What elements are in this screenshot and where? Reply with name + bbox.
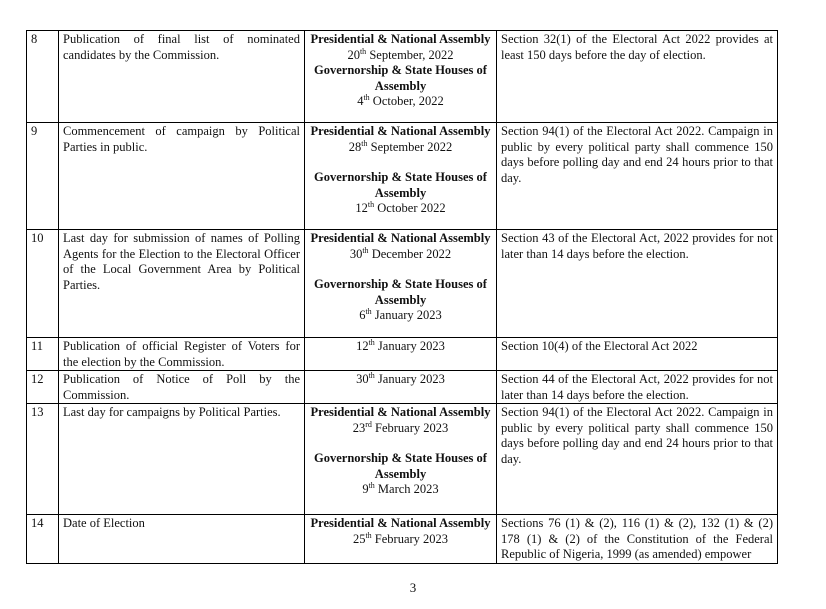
table-row (27, 515, 778, 564)
presidential-date: 28th September 2022 (348, 138, 453, 154)
row-number: 14 (27, 515, 59, 564)
page-number: 3 (409, 580, 417, 595)
governorship-date: 4th October, 2022 (357, 92, 444, 108)
governorship-label: Governorship & State Houses of Assembly (314, 451, 487, 481)
date-cell (305, 123, 497, 230)
table-row (27, 230, 778, 338)
single-date: 12th January 2023 (356, 337, 445, 353)
activity-cell: Last day for campaigns by Political Parties. (59, 404, 305, 515)
governorship-date: 6th January 2023 (359, 306, 442, 322)
provision-cell: Section 44 of the Electoral Act, 2022 provides for not later than 14 days before the election. (497, 371, 778, 404)
activity-cell: Publication of official Register of Voters for the election by the Commission. (59, 338, 305, 371)
presidential-date: 23rd February 2023 (352, 419, 449, 435)
row-number: 11 (27, 338, 59, 371)
provision-cell: Section 32(1) of the Electoral Act 2022 provides at least 150 days before the day of election. (497, 31, 778, 123)
date-cell (305, 404, 497, 515)
provision-cell: Sections 76 (1) & (2), 116 (1) & (2), 132 (1) & (2) 178 (1) & (2) of the Constitution of the Federal Republic of Nigeria, 1999 (as amended) empower (497, 515, 778, 564)
activity-cell: Publication of Notice of Poll by the Commission. (59, 371, 305, 404)
date-cell (305, 515, 497, 564)
row-number: 8 (27, 31, 59, 123)
table-row (27, 123, 778, 230)
activity-cell: Publication of final list of nominated candidates by the Commission. (59, 31, 305, 123)
presidential-date: 30th December 2022 (349, 245, 452, 261)
presidential-label: Presidential & National Assembly (310, 231, 491, 245)
table-row (27, 31, 778, 123)
provision-cell: Section 10(4) of the Electoral Act 2022 (497, 338, 778, 371)
provision-cell: Section 43 of the Electoral Act, 2022 provides for not later than 14 days before the election. (497, 230, 778, 338)
governorship-label: Governorship & State Houses of Assembly (314, 170, 487, 200)
date-cell (305, 371, 497, 404)
table-row (27, 371, 778, 404)
date-cell (305, 230, 497, 338)
activity-cell: Commencement of campaign by Political Parties in public. (59, 123, 305, 230)
row-number: 12 (27, 371, 59, 404)
presidential-date: 20th September, 2022 (347, 46, 454, 62)
governorship-date: 12th October 2022 (355, 199, 446, 215)
presidential-label: Presidential & National Assembly (310, 405, 491, 419)
date-cell (305, 338, 497, 371)
single-date: 30th January 2023 (356, 370, 445, 386)
row-number: 13 (27, 404, 59, 515)
presidential-label: Presidential & National Assembly (310, 124, 491, 138)
presidential-label: Presidential & National Assembly (310, 516, 491, 530)
governorship-label: Governorship & State Houses of Assembly (314, 63, 487, 93)
timetable (26, 30, 778, 564)
provision-cell: Section 94(1) of the Electoral Act 2022. Campaign in public by every political party shall commence 150 days before polling day and end 24 hours prior to that day. (497, 123, 778, 230)
governorship-label: Governorship & State Houses of Assembly (314, 277, 487, 307)
governorship-date: 9th March 2023 (362, 480, 439, 496)
table-row (27, 338, 778, 371)
presidential-label: Presidential & National Assembly (310, 32, 491, 46)
date-cell (305, 31, 497, 123)
presidential-date: 25th February 2023 (352, 530, 449, 546)
activity-cell: Last day for submission of names of Polling Agents for the Election to the Electoral Officer of the Local Government Area by Political Parties. (59, 230, 305, 338)
row-number: 10 (27, 230, 59, 338)
row-number: 9 (27, 123, 59, 230)
activity-cell: Date of Election (59, 515, 305, 564)
provision-cell: Section 94(1) of the Electoral Act 2022. Campaign in public by every political party shall commence 150 days before polling day and end 24 hours prior to that day. (497, 404, 778, 515)
table-row (27, 404, 778, 515)
